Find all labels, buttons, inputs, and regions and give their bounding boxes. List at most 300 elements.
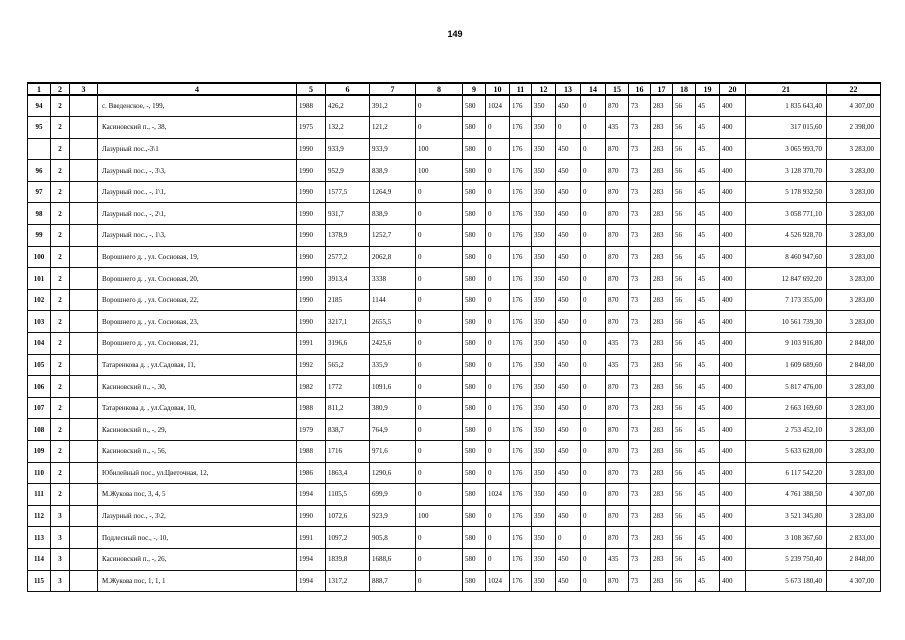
cell-col-2: 2 <box>51 311 70 333</box>
cell-col-10: 0 <box>486 181 510 203</box>
cell-col-18: 56 <box>673 505 696 527</box>
table-row <box>28 289 881 311</box>
cell-col-10: 0 <box>486 548 510 570</box>
cell-col-11: 176 <box>510 548 532 570</box>
cell-col-2: 2 <box>51 289 70 311</box>
cell-col-3 <box>70 289 98 311</box>
cell-col-16: 73 <box>629 311 651 333</box>
cell-col-5: 1990 <box>297 246 326 268</box>
cell-col-4: Касиновский п., -, 38, <box>98 117 297 139</box>
cell-col-2: 2 <box>51 225 70 247</box>
cell-col-11: 176 <box>510 527 532 549</box>
cell-col-13: 450 <box>556 333 581 355</box>
cell-col-14: 0 <box>581 505 606 527</box>
cell-col-18: 56 <box>673 160 696 182</box>
cell-col-11: 176 <box>510 95 532 117</box>
cell-col-7: 391,2 <box>370 95 416 117</box>
cell-col-16: 73 <box>629 225 651 247</box>
cell-col-3 <box>70 462 98 484</box>
cell-col-9: 580 <box>463 548 486 570</box>
cell-col-22: 3 283,00 <box>827 289 881 311</box>
cell-col-6: 426,2 <box>326 95 370 117</box>
cell-col-7: 2425,6 <box>370 333 416 355</box>
cell-col-11: 176 <box>510 117 532 139</box>
cell-col-10: 0 <box>486 527 510 549</box>
cell-col-5: 1991 <box>297 333 326 355</box>
cell-col-1: 109 <box>28 441 51 463</box>
cell-col-22: 3 283,00 <box>827 505 881 527</box>
cell-col-1: 108 <box>28 419 51 441</box>
cell-col-21: 3 058 771,10 <box>746 203 827 225</box>
cell-col-20: 400 <box>720 548 746 570</box>
column-header-4: 4 <box>98 83 297 95</box>
cell-col-6: 565,2 <box>326 354 370 376</box>
cell-col-13: 450 <box>556 268 581 290</box>
cell-col-14: 0 <box>581 268 606 290</box>
cell-col-15: 870 <box>606 419 629 441</box>
cell-col-15: 435 <box>606 333 629 355</box>
cell-col-6: 3217,1 <box>326 311 370 333</box>
cell-col-17: 283 <box>651 548 673 570</box>
cell-col-11: 176 <box>510 311 532 333</box>
table-row <box>28 117 881 139</box>
cell-col-21: 6 117 542,20 <box>746 462 827 484</box>
cell-col-20: 400 <box>720 311 746 333</box>
cell-col-11: 176 <box>510 181 532 203</box>
cell-col-21: 4 526 928,70 <box>746 225 827 247</box>
column-header-5: 5 <box>297 83 326 95</box>
cell-col-4: М.Жукова пос, 1, 1, 1 <box>98 570 297 592</box>
cell-col-15: 870 <box>606 505 629 527</box>
cell-col-12: 350 <box>532 570 556 592</box>
cell-col-19: 45 <box>696 484 720 506</box>
cell-col-14: 0 <box>581 484 606 506</box>
cell-col-14: 0 <box>581 397 606 419</box>
cell-col-18: 56 <box>673 441 696 463</box>
table-row <box>28 484 881 506</box>
column-header-14: 14 <box>581 83 606 95</box>
cell-col-3 <box>70 246 98 268</box>
cell-col-2: 3 <box>51 505 70 527</box>
cell-col-9: 580 <box>463 505 486 527</box>
page-number: 149 <box>447 29 463 39</box>
cell-col-17: 283 <box>651 117 673 139</box>
cell-col-13: 450 <box>556 203 581 225</box>
cell-col-15: 870 <box>606 268 629 290</box>
cell-col-19: 45 <box>696 441 720 463</box>
column-header-2: 2 <box>51 83 70 95</box>
cell-col-19: 45 <box>696 311 720 333</box>
cell-col-9: 580 <box>463 95 486 117</box>
cell-col-6: 1772 <box>326 376 370 398</box>
table-row <box>28 376 881 398</box>
cell-col-18: 56 <box>673 225 696 247</box>
cell-col-13: 450 <box>556 462 581 484</box>
cell-col-8: 0 <box>416 441 463 463</box>
cell-col-22: 2 398,00 <box>827 117 881 139</box>
cell-col-4: Касиновский п., -, 30, <box>98 376 297 398</box>
cell-col-16: 73 <box>629 570 651 592</box>
cell-col-1: 112 <box>28 505 51 527</box>
cell-col-20: 400 <box>720 397 746 419</box>
cell-col-3 <box>70 376 98 398</box>
cell-col-8: 0 <box>416 484 463 506</box>
column-header-1: 1 <box>28 83 51 95</box>
cell-col-8: 0 <box>416 333 463 355</box>
cell-col-15: 435 <box>606 117 629 139</box>
cell-col-6: 1097,2 <box>326 527 370 549</box>
cell-col-19: 45 <box>696 354 720 376</box>
cell-col-12: 350 <box>532 527 556 549</box>
cell-col-1: 98 <box>28 203 51 225</box>
cell-col-5: 1991 <box>297 527 326 549</box>
column-header-22: 22 <box>827 83 881 95</box>
cell-col-15: 870 <box>606 376 629 398</box>
column-header-21: 21 <box>746 83 827 95</box>
cell-col-7: 1144 <box>370 289 416 311</box>
table-row <box>28 527 881 549</box>
cell-col-21: 3 108 367,60 <box>746 527 827 549</box>
cell-col-6: 838,7 <box>326 419 370 441</box>
cell-col-11: 176 <box>510 354 532 376</box>
cell-col-7: 838,9 <box>370 203 416 225</box>
cell-col-1: 99 <box>28 225 51 247</box>
cell-col-22: 3 283,00 <box>827 203 881 225</box>
cell-col-20: 400 <box>720 246 746 268</box>
cell-col-22: 3 283,00 <box>827 246 881 268</box>
cell-col-13: 450 <box>556 246 581 268</box>
cell-col-15: 870 <box>606 289 629 311</box>
cell-col-8: 0 <box>416 548 463 570</box>
cell-col-13: 450 <box>556 419 581 441</box>
cell-col-21: 10 561 739,30 <box>746 311 827 333</box>
cell-col-4: Лазурный пос.,-3\1 <box>98 138 297 160</box>
cell-col-13: 450 <box>556 289 581 311</box>
cell-col-18: 56 <box>673 527 696 549</box>
cell-col-2: 2 <box>51 441 70 463</box>
cell-col-2: 2 <box>51 160 70 182</box>
table-header <box>28 83 881 95</box>
cell-col-21: 12 847 692,20 <box>746 268 827 290</box>
cell-col-15: 870 <box>606 441 629 463</box>
cell-col-17: 283 <box>651 181 673 203</box>
cell-col-20: 400 <box>720 160 746 182</box>
cell-col-14: 0 <box>581 333 606 355</box>
cell-col-3 <box>70 268 98 290</box>
cell-col-11: 176 <box>510 419 532 441</box>
cell-col-10: 0 <box>486 203 510 225</box>
cell-col-13: 450 <box>556 505 581 527</box>
table-row <box>28 548 881 570</box>
cell-col-5: 1986 <box>297 462 326 484</box>
cell-col-13: 450 <box>556 225 581 247</box>
cell-col-9: 580 <box>463 527 486 549</box>
cell-col-9: 580 <box>463 160 486 182</box>
cell-col-2: 2 <box>51 203 70 225</box>
cell-col-5: 1992 <box>297 354 326 376</box>
cell-col-22: 4 307,00 <box>827 484 881 506</box>
cell-col-4: Татаренкова д. , ул.Садовая, 11, <box>98 354 297 376</box>
cell-col-4: Касиновский п., -, 29, <box>98 419 297 441</box>
cell-col-11: 176 <box>510 160 532 182</box>
cell-col-19: 45 <box>696 95 720 117</box>
cell-col-6: 952,9 <box>326 160 370 182</box>
cell-col-3 <box>70 484 98 506</box>
cell-col-3 <box>70 225 98 247</box>
cell-col-1: 95 <box>28 117 51 139</box>
cell-col-1: 94 <box>28 95 51 117</box>
cell-col-8: 0 <box>416 203 463 225</box>
cell-col-18: 56 <box>673 397 696 419</box>
cell-col-4: Ворошнего д. , ул. Сосновая, 19, <box>98 246 297 268</box>
cell-col-16: 73 <box>629 505 651 527</box>
cell-col-8: 100 <box>416 505 463 527</box>
cell-col-16: 73 <box>629 289 651 311</box>
column-header-15: 15 <box>606 83 629 95</box>
cell-col-14: 0 <box>581 441 606 463</box>
cell-col-18: 56 <box>673 138 696 160</box>
cell-col-8: 0 <box>416 376 463 398</box>
cell-col-17: 283 <box>651 527 673 549</box>
cell-col-10: 0 <box>486 289 510 311</box>
cell-col-21: 5 178 932,50 <box>746 181 827 203</box>
cell-col-1: 105 <box>28 354 51 376</box>
cell-col-10: 0 <box>486 505 510 527</box>
cell-col-17: 283 <box>651 441 673 463</box>
cell-col-19: 45 <box>696 160 720 182</box>
cell-col-22: 4 307,00 <box>827 95 881 117</box>
cell-col-9: 580 <box>463 376 486 398</box>
cell-col-9: 580 <box>463 117 486 139</box>
cell-col-21: 5 633 628,00 <box>746 441 827 463</box>
table-header-row <box>28 83 881 95</box>
cell-col-12: 350 <box>532 548 556 570</box>
cell-col-21: 9 103 916,80 <box>746 333 827 355</box>
cell-col-2: 2 <box>51 268 70 290</box>
cell-col-2: 3 <box>51 527 70 549</box>
cell-col-7: 764,9 <box>370 419 416 441</box>
cell-col-10: 0 <box>486 419 510 441</box>
cell-col-6: 132,2 <box>326 117 370 139</box>
cell-col-17: 283 <box>651 570 673 592</box>
cell-col-4: с. Введенское, -, 199, <box>98 95 297 117</box>
cell-col-20: 400 <box>720 117 746 139</box>
cell-col-14: 0 <box>581 246 606 268</box>
cell-col-15: 870 <box>606 225 629 247</box>
cell-col-12: 350 <box>532 117 556 139</box>
cell-col-12: 350 <box>532 505 556 527</box>
cell-col-19: 45 <box>696 419 720 441</box>
cell-col-18: 56 <box>673 462 696 484</box>
cell-col-16: 73 <box>629 268 651 290</box>
cell-col-9: 580 <box>463 462 486 484</box>
cell-col-20: 400 <box>720 570 746 592</box>
cell-col-1: 113 <box>28 527 51 549</box>
cell-col-8: 0 <box>416 95 463 117</box>
cell-col-4: Юбилейный пос., ул.Цветочная, 12, <box>98 462 297 484</box>
cell-col-3 <box>70 527 98 549</box>
cell-col-6: 1378,9 <box>326 225 370 247</box>
cell-col-13: 0 <box>556 117 581 139</box>
column-header-19: 19 <box>696 83 720 95</box>
cell-col-5: 1990 <box>297 289 326 311</box>
column-header-8: 8 <box>416 83 463 95</box>
cell-col-19: 45 <box>696 203 720 225</box>
cell-col-19: 45 <box>696 570 720 592</box>
cell-col-13: 450 <box>556 311 581 333</box>
table-row <box>28 505 881 527</box>
cell-col-9: 580 <box>463 484 486 506</box>
cell-col-12: 350 <box>532 419 556 441</box>
cell-col-15: 870 <box>606 95 629 117</box>
cell-col-14: 0 <box>581 419 606 441</box>
cell-col-16: 73 <box>629 160 651 182</box>
column-header-6: 6 <box>326 83 370 95</box>
cell-col-7: 1290,6 <box>370 462 416 484</box>
cell-col-22: 3 283,00 <box>827 311 881 333</box>
table-row <box>28 354 881 376</box>
table-row <box>28 441 881 463</box>
cell-col-16: 73 <box>629 397 651 419</box>
cell-col-16: 73 <box>629 462 651 484</box>
cell-col-16: 73 <box>629 441 651 463</box>
cell-col-18: 56 <box>673 548 696 570</box>
cell-col-19: 45 <box>696 548 720 570</box>
cell-col-16: 73 <box>629 117 651 139</box>
cell-col-4: Ворошнего д. , ул. Сосновая, 23, <box>98 311 297 333</box>
cell-col-6: 811,2 <box>326 397 370 419</box>
cell-col-11: 176 <box>510 289 532 311</box>
cell-col-10: 0 <box>486 225 510 247</box>
cell-col-9: 580 <box>463 246 486 268</box>
cell-col-22: 3 283,00 <box>827 181 881 203</box>
cell-col-8: 0 <box>416 397 463 419</box>
cell-col-19: 45 <box>696 117 720 139</box>
cell-col-11: 176 <box>510 441 532 463</box>
cell-col-20: 400 <box>720 289 746 311</box>
cell-col-4: М.Жукова пос, 3, 4, 5 <box>98 484 297 506</box>
cell-col-17: 283 <box>651 246 673 268</box>
cell-col-13: 450 <box>556 181 581 203</box>
cell-col-18: 56 <box>673 419 696 441</box>
cell-col-16: 73 <box>629 333 651 355</box>
cell-col-11: 176 <box>510 570 532 592</box>
cell-col-9: 580 <box>463 203 486 225</box>
cell-col-16: 73 <box>629 527 651 549</box>
cell-col-17: 283 <box>651 268 673 290</box>
cell-col-20: 400 <box>720 419 746 441</box>
cell-col-10: 0 <box>486 354 510 376</box>
cell-col-4: Касиновский п., -, 26, <box>98 548 297 570</box>
cell-col-16: 73 <box>629 203 651 225</box>
cell-col-5: 1994 <box>297 548 326 570</box>
cell-col-10: 0 <box>486 441 510 463</box>
cell-col-21: 3 521 345,80 <box>746 505 827 527</box>
cell-col-5: 1990 <box>297 268 326 290</box>
cell-col-13: 450 <box>556 441 581 463</box>
cell-col-19: 45 <box>696 397 720 419</box>
cell-col-9: 580 <box>463 419 486 441</box>
cell-col-20: 400 <box>720 505 746 527</box>
cell-col-6: 1317,2 <box>326 570 370 592</box>
table-row <box>28 268 881 290</box>
cell-col-12: 350 <box>532 462 556 484</box>
cell-col-14: 0 <box>581 570 606 592</box>
cell-col-15: 870 <box>606 160 629 182</box>
cell-col-2: 2 <box>51 138 70 160</box>
cell-col-8: 0 <box>416 181 463 203</box>
cell-col-8: 0 <box>416 354 463 376</box>
cell-col-9: 580 <box>463 181 486 203</box>
cell-col-9: 580 <box>463 289 486 311</box>
cell-col-7: 1252,7 <box>370 225 416 247</box>
cell-col-7: 121,2 <box>370 117 416 139</box>
table-row <box>28 246 881 268</box>
cell-col-8: 0 <box>416 117 463 139</box>
cell-col-2: 3 <box>51 570 70 592</box>
cell-col-5: 1994 <box>297 484 326 506</box>
table-body <box>28 95 881 592</box>
cell-col-2: 2 <box>51 117 70 139</box>
cell-col-11: 176 <box>510 462 532 484</box>
cell-col-10: 0 <box>486 138 510 160</box>
cell-col-3 <box>70 419 98 441</box>
cell-col-11: 176 <box>510 376 532 398</box>
cell-col-21: 1 835 643,40 <box>746 95 827 117</box>
column-header-11: 11 <box>510 83 532 95</box>
table-row <box>28 160 881 182</box>
cell-col-1: 96 <box>28 160 51 182</box>
cell-col-1: 115 <box>28 570 51 592</box>
cell-col-7: 380,9 <box>370 397 416 419</box>
cell-col-20: 400 <box>720 181 746 203</box>
cell-col-4: Ворошнего д. , ул. Сосновая, 22, <box>98 289 297 311</box>
cell-col-1: 103 <box>28 311 51 333</box>
cell-col-18: 56 <box>673 289 696 311</box>
cell-col-14: 0 <box>581 527 606 549</box>
cell-col-17: 283 <box>651 376 673 398</box>
column-header-3: 3 <box>70 83 98 95</box>
cell-col-9: 580 <box>463 138 486 160</box>
cell-col-10: 0 <box>486 311 510 333</box>
cell-col-20: 400 <box>720 333 746 355</box>
cell-col-17: 283 <box>651 311 673 333</box>
column-header-13: 13 <box>556 83 581 95</box>
cell-col-15: 870 <box>606 570 629 592</box>
cell-col-20: 400 <box>720 441 746 463</box>
cell-col-21: 1 609 689,60 <box>746 354 827 376</box>
cell-col-6: 1072,6 <box>326 505 370 527</box>
cell-col-7: 699,9 <box>370 484 416 506</box>
cell-col-20: 400 <box>720 138 746 160</box>
cell-col-6: 1105,5 <box>326 484 370 506</box>
cell-col-12: 350 <box>532 333 556 355</box>
cell-col-16: 73 <box>629 246 651 268</box>
cell-col-22: 3 283,00 <box>827 419 881 441</box>
cell-col-11: 176 <box>510 505 532 527</box>
cell-col-17: 283 <box>651 160 673 182</box>
cell-col-2: 2 <box>51 419 70 441</box>
cell-col-15: 870 <box>606 203 629 225</box>
cell-col-21: 2 753 452,10 <box>746 419 827 441</box>
cell-col-17: 283 <box>651 505 673 527</box>
cell-col-19: 45 <box>696 246 720 268</box>
cell-col-4: Лазурный пос., -, 3\3, <box>98 160 297 182</box>
cell-col-10: 1024 <box>486 95 510 117</box>
cell-col-8: 100 <box>416 138 463 160</box>
cell-col-12: 350 <box>532 441 556 463</box>
cell-col-14: 0 <box>581 548 606 570</box>
